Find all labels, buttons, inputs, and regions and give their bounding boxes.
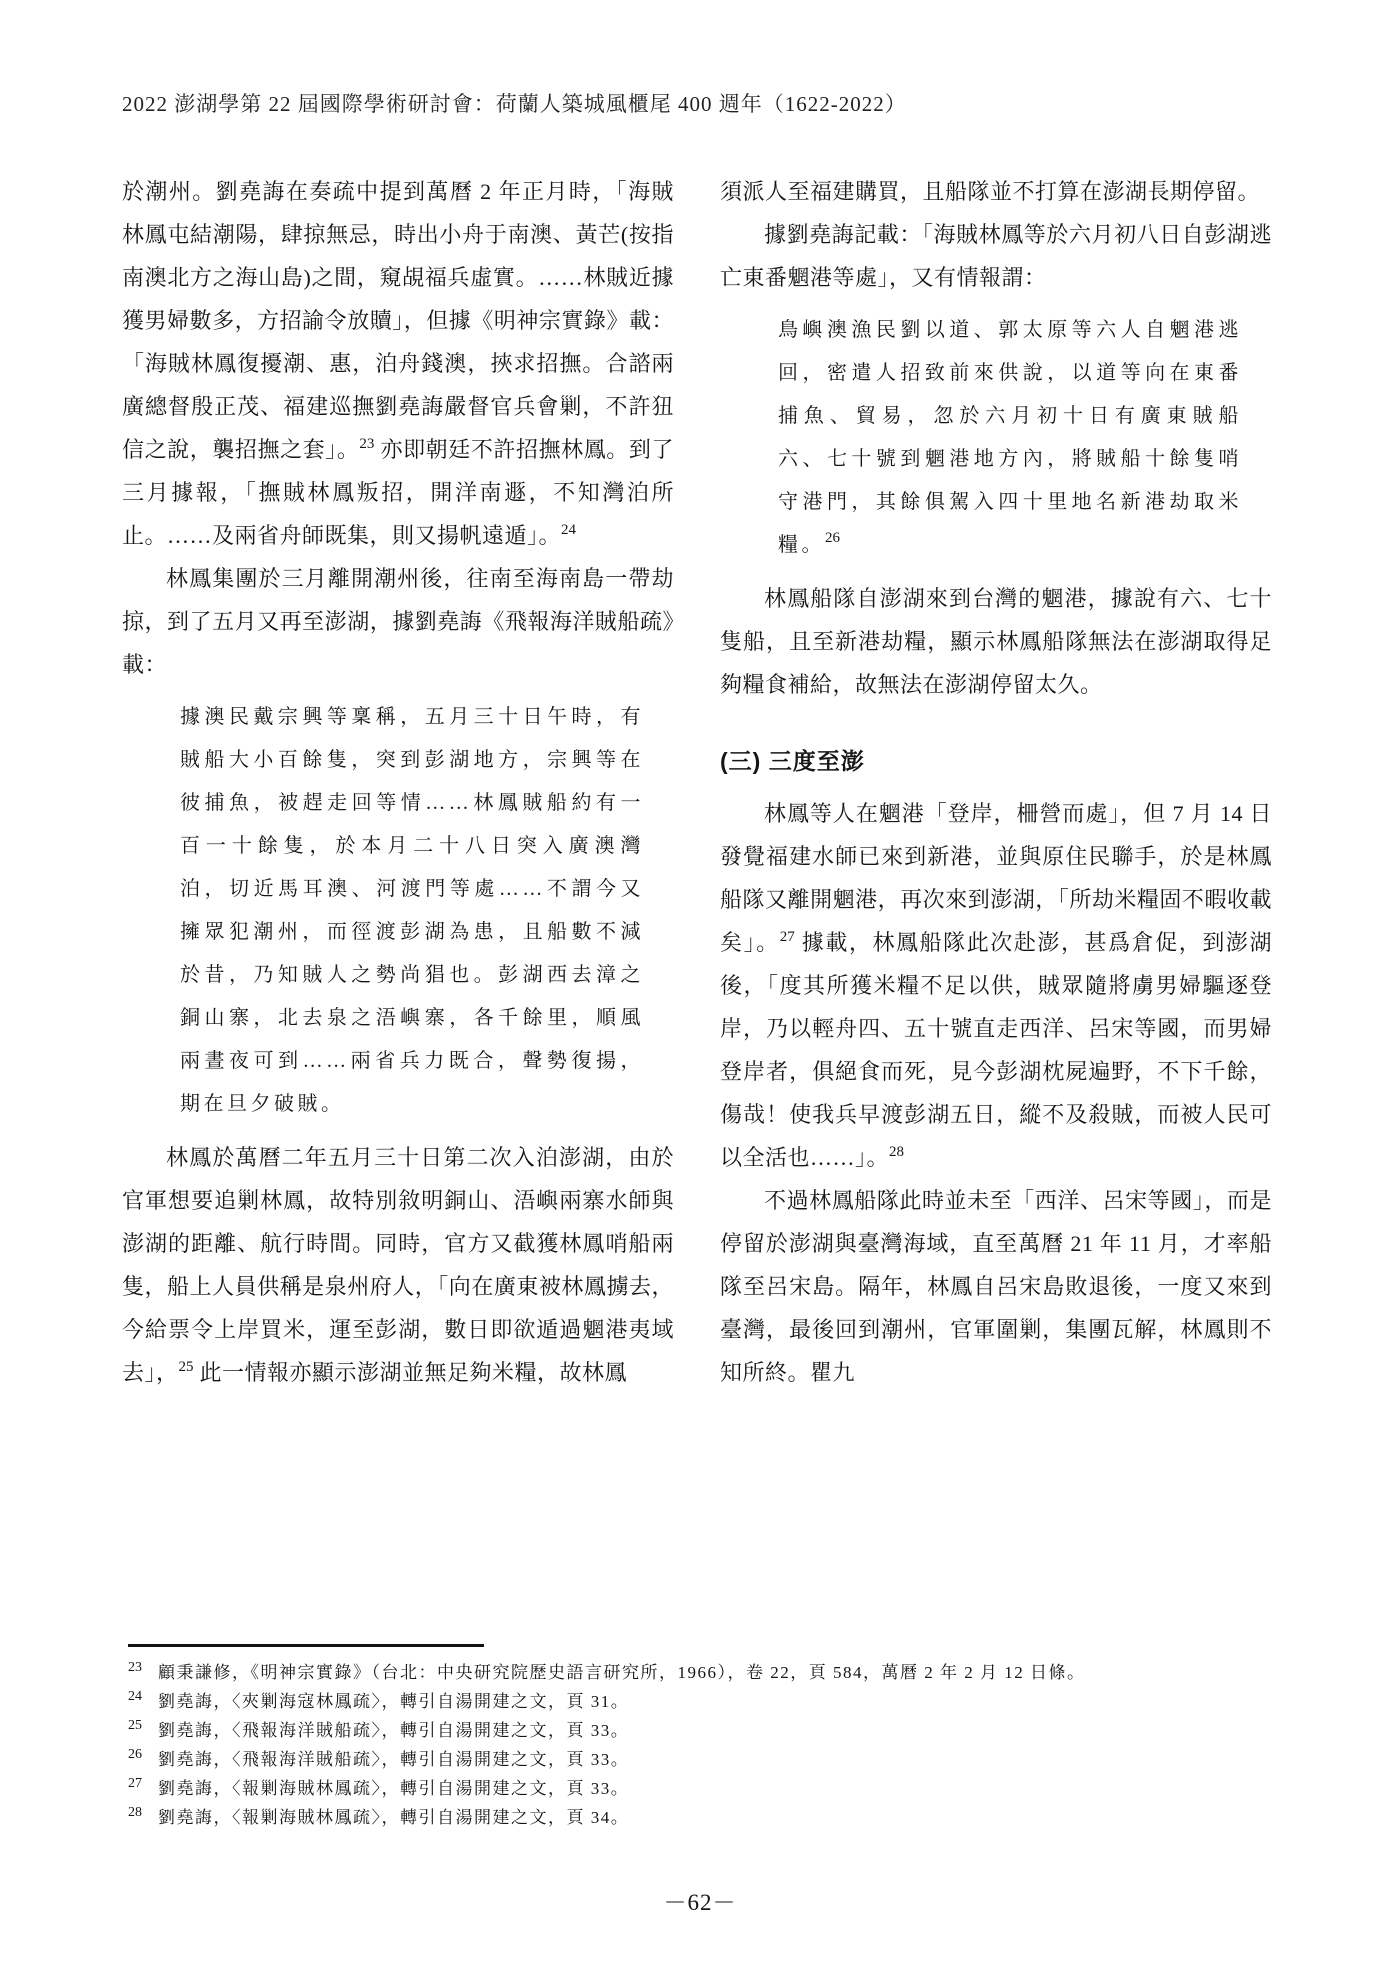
paragraph: 林鳳等人在魍港「登岸，柵營而處」，但 7 月 14 日發覺福建水師已來到新港，並與原住民聯手，於是林鳳船隊又離開魍港，再次來到澎湖，「所劫米糧固不暇收載矣」。$^{27}$ 據載，林鳳船隊此次赴澎，甚爲倉促，到澎湖後，「度其所獲米糧不足以供，賊眾隨將虜男婦驅逐登岸，乃以輕舟四、五十號直走西洋、呂宋等國，而男婦登岸者，俱絕食而死，見今彭湖枕屍遍野，不下千餘，傷哉！使我兵早渡彭湖五日，縱不及殺賊，而被人民可以全活也……」。$^{28}$ <box>720 801 1272 1170</box>
footnote-ref: 24 <box>561 521 577 538</box>
block-quote: 據澳民戴宗興等稟稱，五月三十日午時，有賊船大小百餘隻，突到彭湖地方，宗興等在彼捕魚，被趕走回等情……林鳳賊船約有一百一十餘隻，於本月二十八日突入廣澳灣泊，切近馬耳澳、河渡門等處……不謂今又擁眾犯潮州，而徑渡彭湖為患，且船數不減於昔，乃知賊人之勢尚猖也。彭湖西去漳之銅山寨，北去泉之浯嶼寨，各千餘里，順風兩晝夜可到……兩省兵力既合，聲勢復揚，期在旦夕破賊。 <box>180 706 644 1115</box>
paragraph: 林鳳船隊自澎湖來到台灣的魍港，據說有六、七十隻船，且至新港劫糧，顯示林鳳船隊無法在澎湖取得足夠糧食補給，故無法在澎湖停留太久。 <box>720 586 1272 697</box>
left-column <box>122 170 674 1394</box>
footnote-number: 25 <box>128 1718 142 1734</box>
footnote-ref: 23 <box>359 435 375 452</box>
footnote-item: $^{24}$ 劉堯誨，〈夾剿海寇林鳳疏〉，轉引自湯開建之文，頁 31。 <box>128 1689 630 1711</box>
footnote-ref: 28 <box>889 1143 905 1160</box>
footnote-item: $^{23}$ 顧秉謙修，《明神宗實錄》（台北：中央研究院歷史語言研究所，1966），卷 22，頁 584，萬曆 2 年 2 月 12 日條。 <box>128 1660 1086 1682</box>
two-column-text <box>122 170 1272 1394</box>
footnotes <box>128 1658 1300 1832</box>
paragraph: 不過林鳳船隊此時並未至「西洋、呂宋等國」，而是停留於澎湖與臺灣海域，直至萬曆 21 年 11 月，才率船隊至呂宋島。隔年，林鳳自呂宋島敗退後，一度又來到臺灣，最後回到潮州，官軍圍剿，集團瓦解，林鳳則不知所終。瞿九 <box>720 1188 1272 1385</box>
block-quote: 鳥嶼澳漁民劉以道、郭太原等六人自魍港逃回，密遣人招致前來供說，以道等向在東番捕魚、貿易，忽於六月初十日有廣東賊船六、七十號到魍港地方內，將賊船十餘隻哨守港門，其餘俱駕入四十里地名新港劫取米糧。$^{26}$ <box>778 319 1242 556</box>
paragraph: 據劉堯誨記載：「海賊林鳳等於六月初八日自彭湖逃亡東番魍港等處」，又有情報謂： <box>720 222 1272 290</box>
paragraph: 於潮州。劉堯誨在奏疏中提到萬曆 2 年正月時，「海賊林鳳屯結潮陽，肆掠無忌，時出小舟于南澳、黃芒(按指南澳北方之海山島)之間，窺覘福兵虛實。……林賊近據獲男婦數多，方招諭令放贖」，但據《明神宗實錄》載：「海賊林鳳復擾潮、惠，泊舟錢澳，挾求招撫。合諮兩廣總督殷正茂、福建巡撫劉堯誨嚴督官兵會剿，不許狃信之說，襲招撫之套」。$^{23}$ 亦即朝廷不許招撫林鳳。到了三月據報，「撫賊林鳳叛招，開洋南遯，不知灣泊所止。……及兩省舟師既集，則又揚帆遠遁」。$^{24}$ <box>122 179 674 548</box>
footnote-number: 27 <box>128 1776 142 1792</box>
footnote-ref: 26 <box>825 530 840 547</box>
footnote-number: 23 <box>128 1660 142 1676</box>
right-column <box>720 170 1272 1394</box>
footnote-item: $^{26}$ 劉堯誨，〈飛報海洋賊船疏〉，轉引自湯開建之文，頁 33。 <box>128 1747 630 1769</box>
page-number: －62－ <box>663 1890 737 1915</box>
footnote-ref: 27 <box>779 928 795 945</box>
section-heading: (三) 三度至澎 <box>720 748 865 774</box>
running-header: 2022 澎湖學第 22 屆國際學術研討會：荷蘭人築城風櫃尾 400 週年（1622-2022） <box>122 92 907 116</box>
footnote-item: $^{25}$ 劉堯誨，〈飛報海洋賊船疏〉，轉引自湯開建之文，頁 33。 <box>128 1718 630 1740</box>
footnote-number: 24 <box>128 1689 142 1705</box>
footnote-number: 28 <box>128 1805 142 1821</box>
paragraph: 林鳳於萬曆二年五月三十日第二次入泊澎湖，由於官軍想要追剿林鳳，故特別敘明銅山、浯嶼兩寨水師與澎湖的距離、航行時間。同時，官方又截獲林鳳哨船兩隻，船上人員供稱是泉州府人，「向在廣東被林鳳擄去，今給票令上岸買米，運至彭湖，數日即欲遁過魍港夷域去」，$^{25}$ 此一情報亦顯示澎湖並無足夠米糧，故林鳳 <box>122 1145 674 1385</box>
paragraph: 須派人至福建購買，且船隊並不打算在澎湖長期停留。 <box>720 179 1261 204</box>
footnote-item: $^{28}$ 劉堯誨，〈報剿海賊林鳳疏〉，轉引自湯開建之文，頁 34。 <box>128 1805 630 1827</box>
footnote-separator <box>128 1644 484 1647</box>
footnote-ref: 25 <box>178 1358 194 1375</box>
paragraph: 林鳳集團於三月離開潮州後，往南至海南島一帶劫掠，到了五月又再至澎湖，據劉堯誨《飛報海洋賊船疏》載： <box>122 566 674 677</box>
footnote-item: $^{27}$ 劉堯誨，〈報剿海賊林鳳疏〉，轉引自湯開建之文，頁 33。 <box>128 1776 630 1798</box>
footnote-number: 26 <box>128 1747 142 1763</box>
